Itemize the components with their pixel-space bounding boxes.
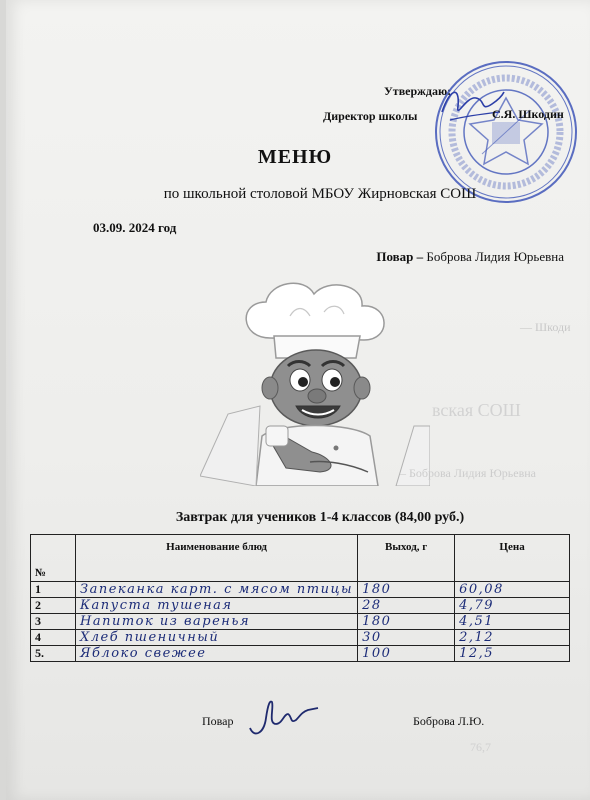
cook-label: Повар – — [376, 249, 424, 264]
dish-price: 2,12 — [455, 630, 570, 646]
show-through-text: – Боброва Лидия Юрьевна — [400, 466, 536, 480]
school-stamp-seal — [432, 58, 580, 206]
dish-name: Хлеб пшеничный — [76, 630, 358, 646]
cook-short-name: Боброва Л.Ю. — [413, 714, 485, 728]
table-row — [31, 614, 570, 630]
dish-price: 4,79 — [455, 598, 570, 614]
director-name: С.Я. Шкодин — [492, 107, 564, 121]
table-row — [31, 582, 570, 598]
table-row — [31, 598, 570, 614]
school-name: по школьной столовой МБОУ Жирновская СОШ — [163, 186, 477, 202]
col-header-price: Цена — [455, 535, 570, 582]
show-through-text: 76,7 — [470, 740, 491, 754]
row-num: 1 — [31, 582, 76, 598]
show-through-text: вская СОШ — [432, 400, 521, 420]
cook-name: Боброва Лидия Юрьевна — [426, 249, 564, 264]
col-header-name: Наименование блюд — [76, 535, 358, 582]
cook-line — [376, 249, 564, 265]
menu-date: 03.09. 2024 год — [93, 220, 177, 235]
show-through-text: — Шкоди — [520, 320, 571, 334]
dish-price: 12,5 — [455, 646, 570, 662]
dish-name: Запеканка карт. с мясом птицы — [76, 582, 358, 598]
row-num: 4 — [31, 630, 76, 646]
meal-title: Завтрак для учеников 1-4 классов (84,00 руб.) — [175, 510, 465, 525]
dish-yield: 180 — [358, 614, 455, 630]
dish-price: 60,08 — [455, 582, 570, 598]
table-row — [31, 630, 570, 646]
page-title: МЕНЮ — [257, 146, 333, 168]
table-row — [31, 646, 570, 662]
dish-price: 4,51 — [455, 614, 570, 630]
dish-yield: 100 — [358, 646, 455, 662]
row-num: 3 — [31, 614, 76, 630]
row-num: 5. — [31, 646, 76, 662]
row-num: 2 — [31, 598, 76, 614]
dish-name: Капуста тушеная — [76, 598, 358, 614]
menu-table — [30, 534, 570, 662]
col-header-num: № — [31, 535, 76, 582]
dish-name: Напиток из варенья — [76, 614, 358, 630]
director-label: Директор школы — [323, 109, 418, 123]
dish-yield: 28 — [358, 598, 455, 614]
dish-name: Яблоко свежее — [76, 646, 358, 662]
col-header-yield: Выход, г — [358, 535, 455, 582]
dish-yield: 180 — [358, 582, 455, 598]
dish-yield: 30 — [358, 630, 455, 646]
table-header-row — [31, 535, 570, 582]
approve-label: Утверждаю: — [384, 84, 452, 98]
cook-signature — [242, 694, 322, 740]
chef-illustration — [200, 276, 430, 486]
cook-signature-label: Повар — [202, 714, 234, 728]
